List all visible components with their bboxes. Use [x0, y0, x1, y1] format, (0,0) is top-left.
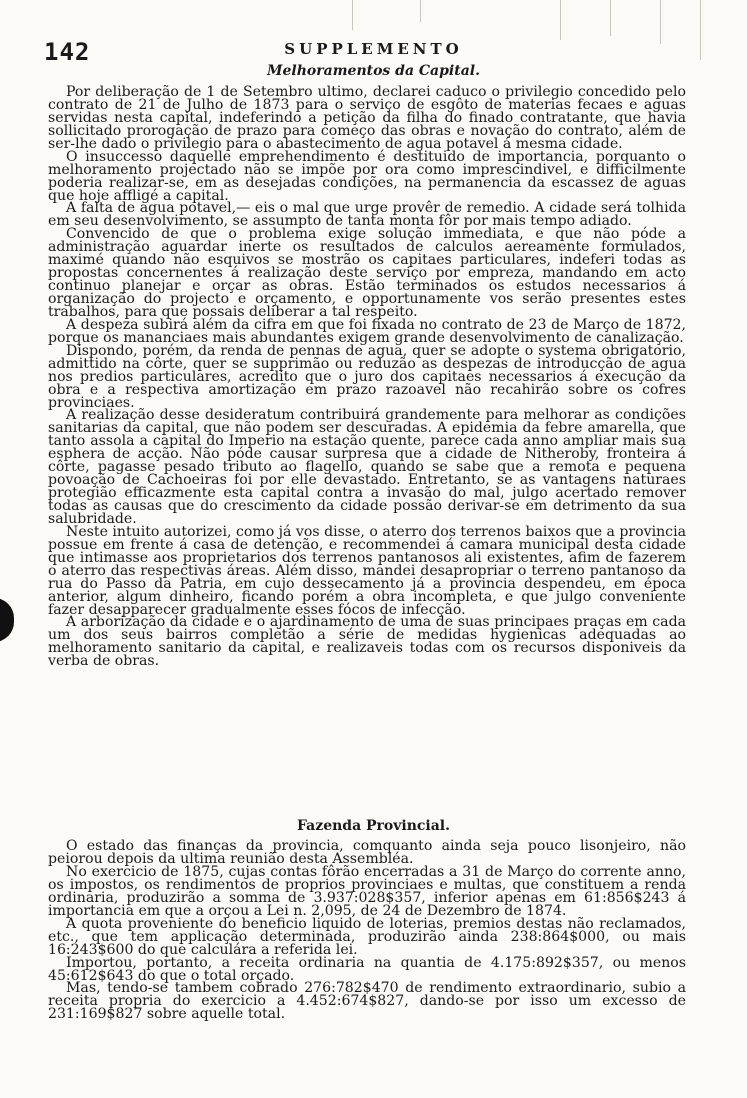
scan-mark: [660, 0, 661, 44]
paragraph: Dispondo, porém, da renda de pennas de agua, quer se adopte o systema obrigatorio, admittido na côrte, quer se supprimão ou reduzão as despezas de introducção de agua nos predios particulares, acredito que o juro dos capitaes necessarios á execução da obra e a respectiva amortização em prazo razoavel não recahirão sobre os cofres provinciaes.: [48, 342, 686, 411]
section-body-capital: [48, 86, 686, 668]
scan-mark: [420, 0, 421, 22]
paragraph: O insuccesso daquelle emprehendimento é destituido de importancia, porquanto o melhoramento projectado não se impõe por ora como imprescindivel, e difficilmente poderia realizar-se, em as desejadas condições, na permanencia da escassez de aguas que hoje affligé a capital.: [48, 148, 686, 204]
paragraph: A falta de agua potavel,— eis o mal que urge provêr de remedio. A cidade será tolhida em seu desenvolvimento, se assumpto de tanta monta fôr por mais tempo adiado.: [48, 200, 686, 230]
paragraph: Importou, portanto, a receita ordinaria na quantia de 4.175:892$357, ou menos 45:612$643 do que o total orçado.: [48, 954, 686, 984]
running-head: SUPPLEMENTO: [284, 40, 463, 58]
paragraph: Neste intuito autorizei, como já vos disse, o aterro dos terrenos baixos que a provincia possue em frente á casa de detenção, e recommendei á camara municipal desta cidade que intimasse aos proprietarios dos terrenos pantanosos ali existentes, afim de fazerem o aterro das respectivas áreas. Além disso, mandei desapropriar o terreno pantanoso da rua do Passo da Patria, em cujo dessecamento já a provincia despendeu, em época anterior, algum dinheiro, ficando porém a obra incompleta, e que julgo conveniente fazer desapparecer gradualmente esses fócos de infecção.: [48, 523, 686, 618]
paragraph: Convencido de que o problema exige solução immediata, e que não póde a administração aguardar inerte os resultados de calculos aereamente formulados, maximé quando não esquivos se mostrão os capitaes particulares, indeferi todas as propostas concernentes á realização deste serviço por empreza, mandando em acto continuo planejar e orçar as obras. Estão terminados os estudos necessarios á organização do projecto e orçamento, e opportunamente vos serão presentes estes trabalhos, para que possais deliberar a tal respeito.: [48, 226, 686, 320]
page-number: 142: [44, 38, 91, 66]
paragraph: Por deliberação de 1 de Setembro ultimo, declarei caduco o privilegio concedido pelo contrato de 21 de Julho de 1873 para o serviço de esgôto de materias fecaes e aguas servidas nesta capital, indeferindo a petição da filha do finado contratante, que havia sollicitado prorogação de prazo para começo das obras e novação do contrato, além de ser-lhe dado o privilegio para o abastecimento de agua potavel á mesma cidade.: [48, 84, 686, 152]
paragraph: O estado das finanças da provincia, comquanto ainda seja pouco lisonjeiro, não peiorou depois da ultima reunião desta Assembléa.: [48, 838, 686, 867]
paragraph: A realização desse desideratum contribuirá grandemente para melhorar as condições sanitarias da capital, que não podem ser descuradas. A epidemia da febre amarella, que tanto assola a capital do Imperio na estação quente, parece cada anno ampliar mais sua esphera de acção. Não póde causar surpresa que a cidade de Nitheroby, fronteira á côrte, pagasse pesado tributo ao flagello, quando se sabe que a remota e pequena povoação de Cachoeiras foi por elle devastado. Entretanto, se as vantagens naturaes protegião efficazmente esta capital contra a invasão do mal, julgo acertado remover todas as causas que do crescimento da cidade possão derivar-se em detrimento da sua salubridade.: [48, 407, 686, 527]
scan-mark: [352, 0, 353, 30]
paragraph: Mas, tendo-se tambem cobrado 276:782$470 de rendimento extraordinario, subio a receita propria do exercicio a 4.452:674$827, dando-se por isso um excesso de 231:169$827 sobre aquelle total.: [48, 980, 686, 1023]
section-heading-capital: Melhoramentos da Capital.: [267, 63, 480, 79]
section-body-fazenda: [48, 840, 686, 1021]
paragraph: A despeza subirá além da cifra em que foi fixada no contrato de 23 de Março de 1872, porque os mananciaes mais abundantes exigem grande desenvolvimento de canalização.: [48, 316, 686, 346]
paragraph: A quota proveniente do beneficio liquido de loterias, premios destas não reclamados, etc., que tem applicação determinada, produzirão ainda 238:864$000, ou mais 16:243$600 do que calculára a referida lei.: [48, 915, 686, 958]
scan-mark: [610, 0, 611, 36]
section-heading-fazenda: Fazenda Provincial.: [297, 818, 450, 834]
paragraph: No exercicio de 1875, cujas contas fôrão encerradas a 31 de Março do corrente anno, os impostos, os rendimentos de proprios provinciaes e multas, que constituem a renda ordinaria, produzirão a somma de 3.937:028$357, inferior apenas em 61:856$243 á importancia em que a orçou a Lei n. 2,095, de 24 de Dezembro de 1874.: [48, 863, 686, 919]
ink-blot: [0, 598, 14, 642]
scan-mark: [560, 0, 561, 40]
paragraph: A arborização da cidade e o ajardinamento de uma de suas principaes praças em cada um dos seus bairros completão a série de medidas hygienicas adequadas ao melhoramento sanitario da capital, e realizaveis todas com os recursos disponiveis da verba de obras.: [48, 614, 686, 670]
